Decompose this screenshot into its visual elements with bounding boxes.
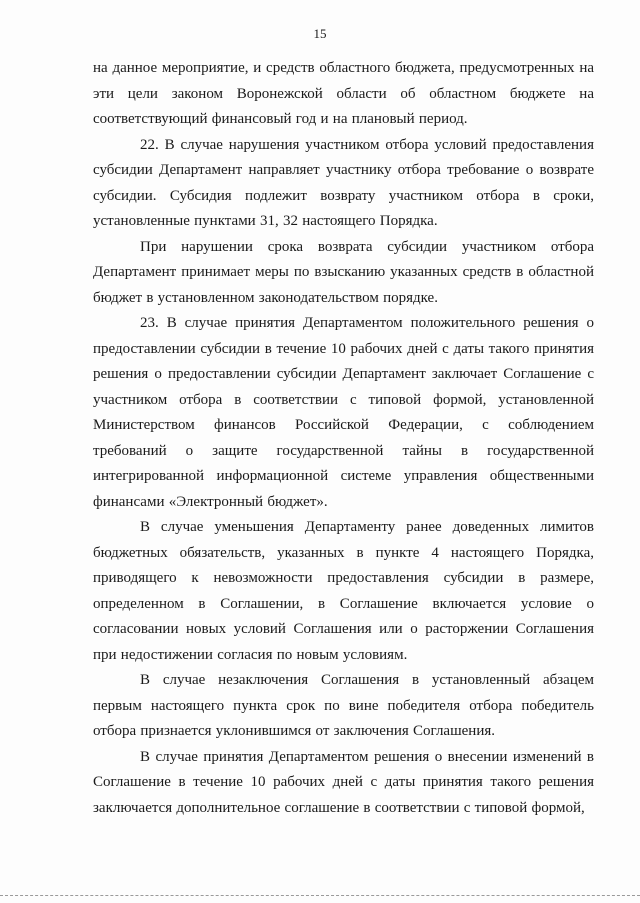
paragraph-amendments: В случае принятия Департаментом решения о внесении изменений в Соглашение в течение 10 рабочих дней с даты принятия такого решения заключается дополнительное соглашение в соответствии с типовой формой, <box>93 748 594 816</box>
paragraph-item-22: 22. В случае нарушения участником отбора условий предоставления субсидии Департамент направляет участнику отбора требование о возврате субсидии. Субсидия подлежит возврату участником отбора в сроки, установленные пунктами 31, 32 настоящего Порядка. <box>93 136 594 229</box>
paragraph-item-23: 23. В случае принятия Департаментом положительного решения о предоставлении субсидии в течение 10 рабочих дней с даты такого принятия решения о предоставлении субсидии Департамент заключает Соглашение с участником отбора в соответствии с типовой формой, установленной Министерством финансов Российской Федерации, с соблюдением требований о защите государственной тайны в государственной интегрированной информационной системе управления общественными финансами «Электронный бюджет». <box>93 315 594 510</box>
paragraph-non-conclusion: В случае незаключения Соглашения в установленный абзацем первым настоящего пункта срок по вине победителя отбора победитель отбора признается уклонившимся от заключения Соглашения. <box>93 672 594 739</box>
paragraph-limits-reduction: В случае уменьшения Департаменту ранее доведенных лимитов бюджетных обязательств, указанных в пункте 4 настоящего Порядка, приводящего к невозможности предоставления субсидии в размере, определенном в Соглашении, в Соглашение включается условие о согласовании новых условий Соглашения или о расторжении Соглашения при недостижении согласия по новым условиям. <box>93 519 594 663</box>
document-body <box>93 56 594 821</box>
paragraph-continuation: на данное мероприятие, и средств областного бюджета, предусмотренных на эти цели законом Воронежской области об областном бюджете на соответствующий финансовый год и на плановый период. <box>93 60 594 127</box>
page-number: 15 <box>313 26 327 41</box>
scan-edge-divider <box>0 895 640 896</box>
paragraph-return-deadline: При нарушении срока возврата субсидии участником отбора Департамент принимает меры по взысканию указанных средств в областной бюджет в установленном законодательством порядке. <box>93 238 594 306</box>
